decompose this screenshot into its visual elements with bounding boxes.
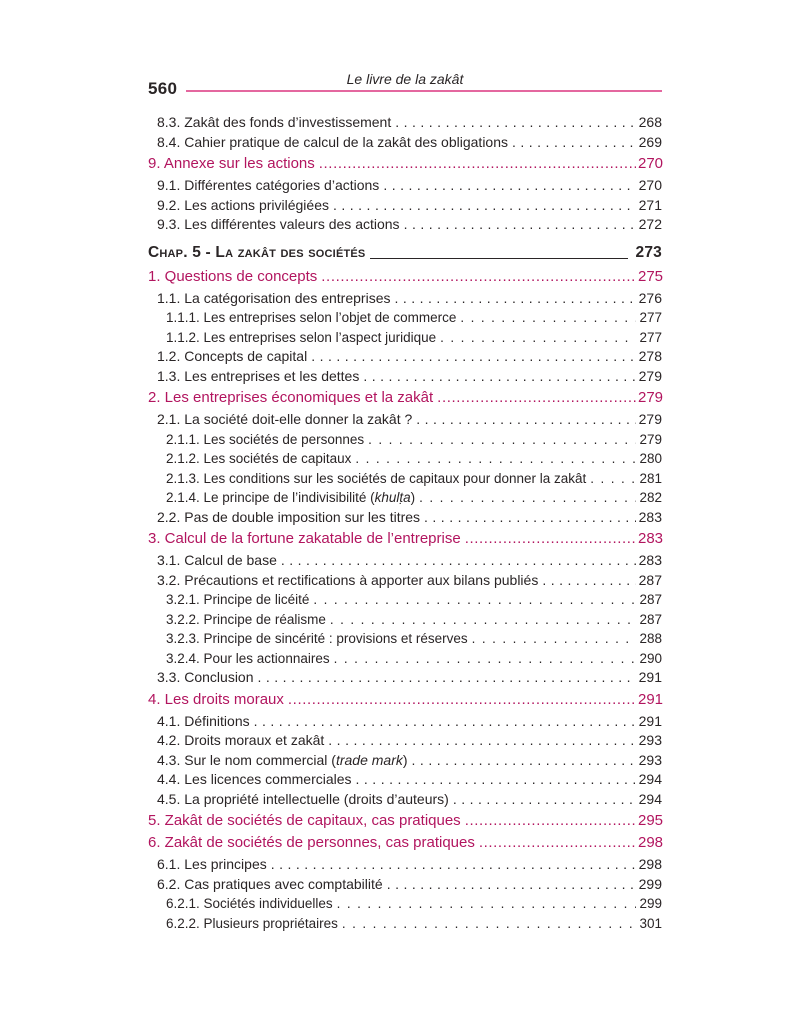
toc-entry-label: 8.4. Cahier pratique de calcul de la zakât des obligations (157, 133, 508, 150)
dot-leader (465, 529, 636, 549)
dot-leader (472, 629, 636, 649)
toc-entry (148, 914, 662, 934)
dot-leader (258, 668, 636, 688)
toc-entry-label: 2.1.3. Les conditions sur les sociétés de capitaux pour donner la zakât (166, 470, 587, 486)
toc-page-number: 278 (638, 348, 662, 364)
toc-page-number: 282 (639, 490, 662, 505)
dot-leader (288, 690, 636, 710)
toc-entry-label: 1.1. La catégorisation des entreprises (157, 289, 391, 306)
toc-entry-label: 4. Les droits moraux (148, 690, 284, 708)
running-title: Le livre de la zakât (346, 71, 464, 87)
toc-entry (148, 529, 662, 549)
toc-entry (148, 610, 662, 630)
dot-leader (465, 811, 636, 831)
toc-entry (148, 833, 662, 853)
toc-entry-label: 2.1.1. Les sociétés de personnes (166, 431, 365, 447)
dot-leader (321, 267, 636, 287)
dot-leader (337, 894, 636, 914)
toc-entry (148, 649, 662, 669)
toc-page-number: 275 (638, 267, 664, 285)
toc-page-number: 279 (639, 431, 662, 447)
toc-page-number: 298 (638, 834, 664, 851)
dot-leader (387, 875, 636, 895)
dot-leader (281, 551, 636, 571)
toc-entry-label: 1.1.2. Les entreprises selon l’aspect juridique (166, 329, 437, 345)
header-rule-line (186, 90, 662, 92)
toc-entry-label: 4.1. Définitions (157, 712, 250, 729)
dot-leader (356, 770, 636, 790)
toc-entry (148, 811, 662, 831)
toc-entry (148, 154, 662, 174)
toc-page-number: 287 (638, 571, 662, 588)
dot-leader (368, 430, 636, 450)
toc-entry (148, 551, 662, 571)
dot-leader (440, 328, 636, 348)
toc-entry-label: Chap. 5 - La zakât des sociétés (148, 243, 366, 261)
toc-page-number: 290 (639, 650, 662, 666)
toc-page-number: 291 (638, 712, 662, 729)
dot-leader (453, 790, 636, 810)
toc-entry (148, 449, 662, 469)
toc-entry (148, 289, 662, 309)
toc-page-number: 277 (639, 329, 662, 345)
toc-page-number: 283 (638, 552, 662, 568)
toc-entry (148, 790, 662, 810)
toc-page-number: 279 (638, 411, 662, 427)
toc-page-number: 291 (638, 669, 662, 685)
toc-entry-label: 1.2. Concepts de capital (157, 348, 308, 364)
toc-entry-label: 3.2.3. Principe de sincérité : provisions et réserves (166, 631, 468, 646)
dot-leader (437, 388, 636, 408)
toc-page-number: 298 (638, 856, 662, 872)
dot-leader (313, 590, 636, 610)
toc-page-number: 301 (639, 915, 662, 931)
dot-leader (319, 154, 636, 174)
dot-leader (460, 308, 636, 328)
toc-entry (148, 367, 662, 387)
toc-entry (148, 176, 662, 196)
toc-entry-label: 1.1.1. Les entreprises selon l’objet de commerce (166, 310, 457, 325)
dot-leader (355, 449, 636, 469)
toc-entry-label: 3.1. Calcul de base (157, 552, 277, 568)
toc-page-number: 268 (638, 114, 662, 130)
toc-page-number: 283 (638, 508, 662, 525)
toc-page-number: 277 (639, 310, 662, 325)
toc-entry-label: 6. Zakât de sociétés de personnes, cas pratiques (148, 834, 475, 851)
toc-entry-label: 5. Zakât de sociétés de capitaux, cas pratiques (148, 812, 461, 829)
toc-page-number: 291 (638, 690, 664, 708)
toc-page-number: 270 (638, 177, 662, 193)
rule-leader (370, 257, 627, 259)
toc-entry-label: 3.2.1. Principe de licéité (166, 592, 310, 607)
toc-page-number: 279 (638, 367, 662, 384)
toc-chapter-row (148, 243, 662, 263)
dot-leader (271, 855, 636, 875)
toc-page-number: 287 (639, 592, 662, 607)
dot-leader (330, 610, 636, 630)
toc-page-number: 276 (638, 289, 662, 306)
toc-page-number: 281 (639, 470, 662, 486)
toc-entry-label: 3.2.2. Principe de réalisme (166, 611, 326, 627)
toc-entry-label: 2.1.2. Les sociétés de capitaux (166, 451, 352, 466)
toc-entry (148, 488, 662, 508)
dot-leader (512, 133, 636, 153)
toc-page-number: 287 (639, 611, 662, 627)
toc-entry (148, 690, 662, 710)
toc-entry-label: 4.2. Droits moraux et zakât (157, 732, 325, 748)
toc-entry (148, 731, 662, 751)
toc-page-number: 294 (638, 790, 662, 807)
toc-entry-label: 1.3. Les entreprises et les dettes (157, 367, 360, 384)
toc-entry (148, 571, 662, 591)
toc-entry-label: 3.3. Conclusion (157, 669, 254, 685)
toc-entry (148, 590, 662, 610)
toc-entry (148, 196, 662, 216)
toc-entry-label: 3. Calcul de la fortune zakatable de l’entreprise (148, 530, 461, 547)
dot-leader (404, 215, 636, 235)
toc-page-number: 295 (638, 812, 664, 829)
dot-leader (311, 347, 636, 367)
toc-entry (148, 267, 662, 287)
dot-leader (590, 469, 636, 489)
toc-entry-label: 3.2. Précautions et rectifications à apporter aux bilans publiés (157, 571, 539, 588)
page-content (148, 0, 662, 933)
toc-page-number: 293 (638, 751, 662, 768)
page-folio-number: 560 (148, 79, 178, 98)
toc-entry-label: 2. Les entreprises économiques et la zakât (148, 389, 434, 406)
toc-entry (148, 430, 662, 450)
toc-page-number: 271 (638, 196, 662, 213)
toc-entry (148, 712, 662, 732)
toc-entry-label: 6.1. Les principes (157, 856, 267, 872)
toc-entry (148, 508, 662, 528)
toc-page-number: 299 (638, 875, 662, 892)
toc-page-number: 299 (639, 896, 662, 911)
toc-list (148, 113, 662, 933)
toc-entry (148, 215, 662, 235)
toc-entry (148, 347, 662, 367)
toc-entry-label: 9.1. Différentes catégories d’actions (157, 177, 380, 193)
dot-leader (479, 833, 636, 853)
dot-leader (328, 731, 636, 751)
toc-entry (148, 388, 662, 408)
toc-entry-label: 3.2.4. Pour les actionnaires (166, 650, 330, 666)
dot-leader (542, 571, 636, 591)
dot-leader (424, 508, 636, 528)
toc-entry-label: 6.2.2. Plusieurs propriétaires (166, 915, 338, 931)
toc-entry-label: 4.4. Les licences commerciales (157, 771, 352, 787)
toc-entry-label: 4.5. La propriété intellectuelle (droits d’auteurs) (157, 790, 449, 807)
toc-entry (148, 113, 662, 133)
toc-entry (148, 328, 662, 348)
toc-entry (148, 770, 662, 790)
dot-leader (383, 176, 636, 196)
toc-entry (148, 133, 662, 153)
dot-leader (412, 751, 636, 771)
toc-entry-label: 9. Annexe sur les actions (148, 155, 315, 172)
toc-page-number: 293 (638, 732, 662, 748)
toc-page-number: 269 (638, 133, 662, 150)
toc-page-number: 288 (639, 631, 662, 646)
dot-leader (416, 410, 636, 430)
dot-leader (363, 367, 636, 387)
toc-entry (148, 875, 662, 895)
toc-entry (148, 668, 662, 688)
toc-entry-label: 9.3. Les différentes valeurs des actions (157, 216, 400, 232)
toc-page-number: 273 (635, 243, 662, 261)
dot-leader (333, 196, 636, 216)
toc-entry-label: 6.2.1. Sociétés individuelles (166, 896, 333, 911)
dot-leader (394, 289, 636, 309)
toc-entry-label: 1. Questions de concepts (148, 267, 318, 285)
toc-entry-label: 9.2. Les actions privilégiées (157, 196, 329, 213)
toc-page-number: 279 (638, 389, 664, 406)
toc-entry (148, 629, 662, 649)
dot-leader (254, 712, 636, 732)
toc-page-number: 280 (639, 451, 662, 466)
toc-entry (148, 308, 662, 328)
toc-page-number: 283 (638, 530, 664, 547)
toc-entry (148, 751, 662, 771)
toc-entry-label: 2.2. Pas de double imposition sur les titres (157, 508, 421, 525)
dot-leader (395, 113, 636, 133)
toc-entry-label: 2.1. La société doit-elle donner la zakât ? (157, 411, 413, 427)
toc-entry (148, 894, 662, 914)
toc-page-number: 294 (638, 771, 662, 787)
toc-page-number: 270 (638, 155, 664, 172)
dot-leader (334, 649, 636, 669)
dot-leader (419, 488, 636, 508)
toc-entry-label: 6.2. Cas pratiques avec comptabilité (157, 875, 383, 892)
toc-entry-label: 8.3. Zakât des fonds d’investissement (157, 114, 392, 130)
toc-entry (148, 469, 662, 489)
dot-leader (342, 914, 636, 934)
toc-entry (148, 855, 662, 875)
toc-entry (148, 410, 662, 430)
toc-entry-label: 4.3. Sur le nom commercial (trade mark) (157, 751, 408, 768)
toc-entry-label: 2.1.4. Le principe de l’indivisibilité (khulṭa) (166, 490, 416, 505)
toc-page-number: 272 (638, 216, 662, 232)
running-header (148, 0, 662, 113)
